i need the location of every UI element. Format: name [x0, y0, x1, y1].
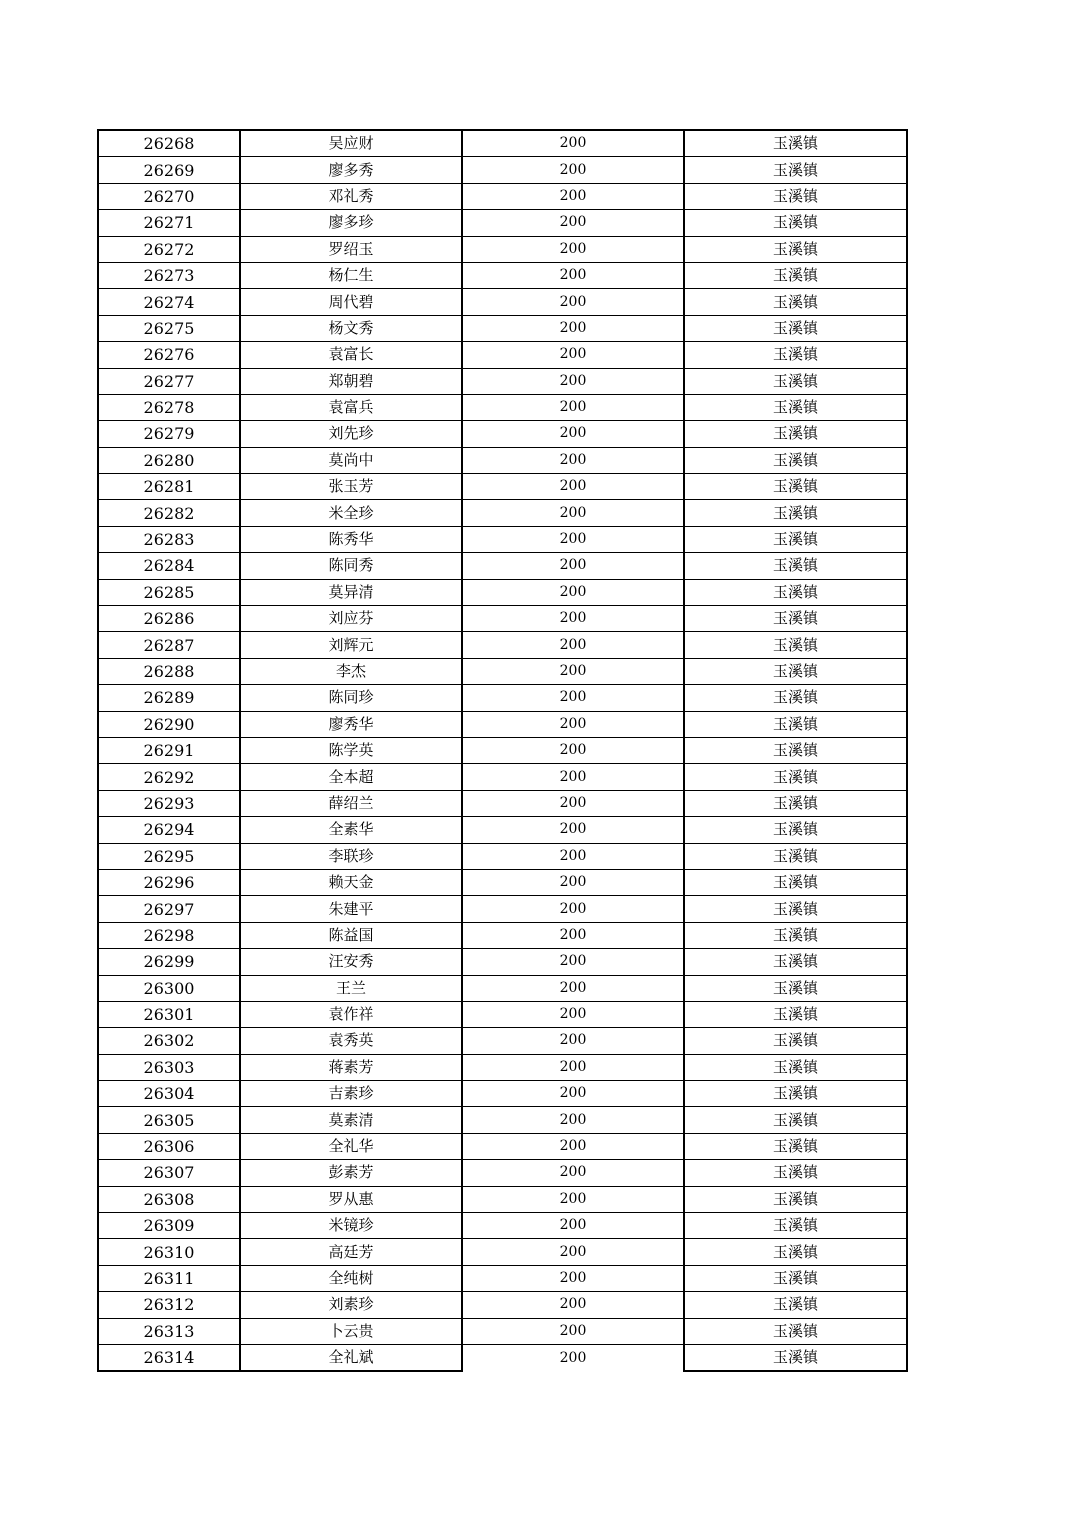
- amount-cell: 200: [462, 421, 684, 447]
- roster-table: [97, 129, 908, 1372]
- serial-number-cell: 26301: [98, 1001, 240, 1027]
- person-name-cell: 薛绍兰: [240, 790, 462, 816]
- person-name-cell: 罗绍玉: [240, 236, 462, 262]
- town-cell: 玉溪镇: [684, 711, 907, 737]
- town-cell: 玉溪镇: [684, 474, 907, 500]
- town-cell: 玉溪镇: [684, 579, 907, 605]
- person-name-cell: 全礼斌: [240, 1344, 462, 1371]
- table-row: [98, 289, 907, 315]
- table-row: [98, 1265, 907, 1291]
- town-cell: 玉溪镇: [684, 737, 907, 763]
- serial-number-cell: 26291: [98, 737, 240, 763]
- town-cell: 玉溪镇: [684, 289, 907, 315]
- person-name-cell: 廖秀华: [240, 711, 462, 737]
- person-name-cell: 吉素珍: [240, 1081, 462, 1107]
- town-cell: 玉溪镇: [684, 342, 907, 368]
- serial-number-cell: 26289: [98, 685, 240, 711]
- person-name-cell: 莫异清: [240, 579, 462, 605]
- town-cell: 玉溪镇: [684, 1160, 907, 1186]
- amount-cell: 200: [462, 579, 684, 605]
- serial-number-cell: 26269: [98, 157, 240, 183]
- serial-number-cell: 26292: [98, 764, 240, 790]
- amount-cell: 200: [462, 658, 684, 684]
- serial-number-cell: 26276: [98, 342, 240, 368]
- amount-cell: 200: [462, 130, 684, 157]
- amount-cell: 200: [462, 606, 684, 632]
- town-cell: 玉溪镇: [684, 183, 907, 209]
- amount-cell: 200: [462, 764, 684, 790]
- serial-number-cell: 26270: [98, 183, 240, 209]
- amount-cell: 200: [462, 869, 684, 895]
- town-cell: 玉溪镇: [684, 1133, 907, 1159]
- town-cell: 玉溪镇: [684, 949, 907, 975]
- town-cell: 玉溪镇: [684, 790, 907, 816]
- serial-number-cell: 26296: [98, 869, 240, 895]
- table-row: [98, 500, 907, 526]
- town-cell: 玉溪镇: [684, 922, 907, 948]
- table-row: [98, 1239, 907, 1265]
- person-name-cell: 袁秀英: [240, 1028, 462, 1054]
- serial-number-cell: 26277: [98, 368, 240, 394]
- town-cell: 玉溪镇: [684, 1318, 907, 1344]
- table-row: [98, 1001, 907, 1027]
- amount-cell: 200: [462, 896, 684, 922]
- amount-cell: 200: [462, 1318, 684, 1344]
- table-row: [98, 262, 907, 288]
- town-cell: 玉溪镇: [684, 526, 907, 552]
- town-cell: 玉溪镇: [684, 262, 907, 288]
- serial-number-cell: 26272: [98, 236, 240, 262]
- person-name-cell: 朱建平: [240, 896, 462, 922]
- person-name-cell: 邓礼秀: [240, 183, 462, 209]
- serial-number-cell: 26271: [98, 210, 240, 236]
- town-cell: 玉溪镇: [684, 236, 907, 262]
- table-row: [98, 869, 907, 895]
- serial-number-cell: 26299: [98, 949, 240, 975]
- serial-number-cell: 26307: [98, 1160, 240, 1186]
- table-row: [98, 606, 907, 632]
- amount-cell: 200: [462, 315, 684, 341]
- table-row: [98, 130, 907, 157]
- amount-cell: 200: [462, 289, 684, 315]
- serial-number-cell: 26313: [98, 1318, 240, 1344]
- amount-cell: 200: [462, 368, 684, 394]
- person-name-cell: 陈益国: [240, 922, 462, 948]
- person-name-cell: 李杰: [240, 658, 462, 684]
- person-name-cell: 王兰: [240, 975, 462, 1001]
- person-name-cell: 陈秀华: [240, 526, 462, 552]
- table-row: [98, 632, 907, 658]
- table-row: [98, 579, 907, 605]
- town-cell: 玉溪镇: [684, 394, 907, 420]
- person-name-cell: 米全珍: [240, 500, 462, 526]
- table-row: [98, 394, 907, 420]
- town-cell: 玉溪镇: [684, 1107, 907, 1133]
- person-name-cell: 陈学英: [240, 737, 462, 763]
- person-name-cell: 杨仁生: [240, 262, 462, 288]
- table-row: [98, 1344, 907, 1371]
- person-name-cell: 全本超: [240, 764, 462, 790]
- town-cell: 玉溪镇: [684, 553, 907, 579]
- person-name-cell: 刘先珍: [240, 421, 462, 447]
- amount-cell: 200: [462, 500, 684, 526]
- person-name-cell: 赖天金: [240, 869, 462, 895]
- amount-cell: 200: [462, 1344, 684, 1371]
- amount-cell: 200: [462, 1001, 684, 1027]
- town-cell: 玉溪镇: [684, 764, 907, 790]
- person-name-cell: 袁作祥: [240, 1001, 462, 1027]
- serial-number-cell: 26306: [98, 1133, 240, 1159]
- amount-cell: 200: [462, 975, 684, 1001]
- person-name-cell: 米镜珍: [240, 1213, 462, 1239]
- amount-cell: 200: [462, 685, 684, 711]
- town-cell: 玉溪镇: [684, 421, 907, 447]
- amount-cell: 200: [462, 157, 684, 183]
- table-row: [98, 1107, 907, 1133]
- table-row: [98, 315, 907, 341]
- person-name-cell: 全礼华: [240, 1133, 462, 1159]
- serial-number-cell: 26297: [98, 896, 240, 922]
- person-name-cell: 廖多秀: [240, 157, 462, 183]
- table-row: [98, 1133, 907, 1159]
- table-row: [98, 210, 907, 236]
- table-row: [98, 421, 907, 447]
- serial-number-cell: 26309: [98, 1213, 240, 1239]
- serial-number-cell: 26302: [98, 1028, 240, 1054]
- table-row: [98, 183, 907, 209]
- serial-number-cell: 26288: [98, 658, 240, 684]
- amount-cell: 200: [462, 843, 684, 869]
- town-cell: 玉溪镇: [684, 658, 907, 684]
- amount-cell: 200: [462, 1186, 684, 1212]
- person-name-cell: 彭素芳: [240, 1160, 462, 1186]
- town-cell: 玉溪镇: [684, 1081, 907, 1107]
- table-row: [98, 922, 907, 948]
- table-row: [98, 342, 907, 368]
- person-name-cell: 杨文秀: [240, 315, 462, 341]
- amount-cell: 200: [462, 183, 684, 209]
- table-row: [98, 1160, 907, 1186]
- amount-cell: 200: [462, 210, 684, 236]
- person-name-cell: 陈同秀: [240, 553, 462, 579]
- table-row: [98, 1081, 907, 1107]
- table-row: [98, 526, 907, 552]
- serial-number-cell: 26268: [98, 130, 240, 157]
- serial-number-cell: 26283: [98, 526, 240, 552]
- table-row: [98, 790, 907, 816]
- serial-number-cell: 26290: [98, 711, 240, 737]
- amount-cell: 200: [462, 737, 684, 763]
- roster-table-body: [98, 130, 907, 1371]
- amount-cell: 200: [462, 790, 684, 816]
- serial-number-cell: 26287: [98, 632, 240, 658]
- town-cell: 玉溪镇: [684, 896, 907, 922]
- town-cell: 玉溪镇: [684, 685, 907, 711]
- serial-number-cell: 26273: [98, 262, 240, 288]
- amount-cell: 200: [462, 262, 684, 288]
- table-row: [98, 1213, 907, 1239]
- town-cell: 玉溪镇: [684, 1186, 907, 1212]
- table-row: [98, 658, 907, 684]
- person-name-cell: 蒋素芳: [240, 1054, 462, 1080]
- amount-cell: 200: [462, 949, 684, 975]
- person-name-cell: 张玉芳: [240, 474, 462, 500]
- person-name-cell: 周代碧: [240, 289, 462, 315]
- amount-cell: 200: [462, 1028, 684, 1054]
- person-name-cell: 李联珍: [240, 843, 462, 869]
- serial-number-cell: 26281: [98, 474, 240, 500]
- town-cell: 玉溪镇: [684, 1239, 907, 1265]
- town-cell: 玉溪镇: [684, 157, 907, 183]
- town-cell: 玉溪镇: [684, 817, 907, 843]
- amount-cell: 200: [462, 1054, 684, 1080]
- amount-cell: 200: [462, 1160, 684, 1186]
- amount-cell: 200: [462, 526, 684, 552]
- town-cell: 玉溪镇: [684, 315, 907, 341]
- serial-number-cell: 26279: [98, 421, 240, 447]
- table-row: [98, 737, 907, 763]
- town-cell: 玉溪镇: [684, 447, 907, 473]
- table-row: [98, 764, 907, 790]
- amount-cell: 200: [462, 1239, 684, 1265]
- town-cell: 玉溪镇: [684, 632, 907, 658]
- person-name-cell: 袁富长: [240, 342, 462, 368]
- amount-cell: 200: [462, 1292, 684, 1318]
- town-cell: 玉溪镇: [684, 1344, 907, 1371]
- table-row: [98, 896, 907, 922]
- table-row: [98, 949, 907, 975]
- person-name-cell: 刘素珍: [240, 1292, 462, 1318]
- person-name-cell: 莫尚中: [240, 447, 462, 473]
- town-cell: 玉溪镇: [684, 130, 907, 157]
- table-row: [98, 1318, 907, 1344]
- amount-cell: 200: [462, 1213, 684, 1239]
- serial-number-cell: 26280: [98, 447, 240, 473]
- amount-cell: 200: [462, 817, 684, 843]
- serial-number-cell: 26286: [98, 606, 240, 632]
- town-cell: 玉溪镇: [684, 869, 907, 895]
- serial-number-cell: 26314: [98, 1344, 240, 1371]
- serial-number-cell: 26312: [98, 1292, 240, 1318]
- town-cell: 玉溪镇: [684, 1265, 907, 1291]
- person-name-cell: 罗从惠: [240, 1186, 462, 1212]
- amount-cell: 200: [462, 711, 684, 737]
- table-row: [98, 157, 907, 183]
- amount-cell: 200: [462, 1133, 684, 1159]
- serial-number-cell: 26295: [98, 843, 240, 869]
- amount-cell: 200: [462, 1107, 684, 1133]
- table-row: [98, 1186, 907, 1212]
- town-cell: 玉溪镇: [684, 606, 907, 632]
- amount-cell: 200: [462, 394, 684, 420]
- table-row: [98, 1054, 907, 1080]
- serial-number-cell: 26300: [98, 975, 240, 1001]
- person-name-cell: 高廷芳: [240, 1239, 462, 1265]
- amount-cell: 200: [462, 447, 684, 473]
- serial-number-cell: 26294: [98, 817, 240, 843]
- table-row: [98, 817, 907, 843]
- person-name-cell: 刘应芬: [240, 606, 462, 632]
- serial-number-cell: 26304: [98, 1081, 240, 1107]
- serial-number-cell: 26298: [98, 922, 240, 948]
- person-name-cell: 廖多珍: [240, 210, 462, 236]
- table-row: [98, 843, 907, 869]
- amount-cell: 200: [462, 236, 684, 262]
- serial-number-cell: 26275: [98, 315, 240, 341]
- town-cell: 玉溪镇: [684, 210, 907, 236]
- serial-number-cell: 26303: [98, 1054, 240, 1080]
- amount-cell: 200: [462, 632, 684, 658]
- table-row: [98, 553, 907, 579]
- amount-cell: 200: [462, 922, 684, 948]
- person-name-cell: 吴应财: [240, 130, 462, 157]
- person-name-cell: 郑朝碧: [240, 368, 462, 394]
- amount-cell: 200: [462, 553, 684, 579]
- town-cell: 玉溪镇: [684, 1213, 907, 1239]
- serial-number-cell: 26284: [98, 553, 240, 579]
- town-cell: 玉溪镇: [684, 975, 907, 1001]
- person-name-cell: 卜云贵: [240, 1318, 462, 1344]
- town-cell: 玉溪镇: [684, 1054, 907, 1080]
- serial-number-cell: 26311: [98, 1265, 240, 1291]
- town-cell: 玉溪镇: [684, 368, 907, 394]
- serial-number-cell: 26278: [98, 394, 240, 420]
- table-row: [98, 711, 907, 737]
- town-cell: 玉溪镇: [684, 843, 907, 869]
- serial-number-cell: 26305: [98, 1107, 240, 1133]
- table-row: [98, 685, 907, 711]
- amount-cell: 200: [462, 474, 684, 500]
- table-row: [98, 447, 907, 473]
- table-row: [98, 1292, 907, 1318]
- amount-cell: 200: [462, 1265, 684, 1291]
- table-row: [98, 975, 907, 1001]
- table-row: [98, 474, 907, 500]
- serial-number-cell: 26282: [98, 500, 240, 526]
- person-name-cell: 莫素清: [240, 1107, 462, 1133]
- person-name-cell: 汪安秀: [240, 949, 462, 975]
- serial-number-cell: 26285: [98, 579, 240, 605]
- serial-number-cell: 26293: [98, 790, 240, 816]
- amount-cell: 200: [462, 342, 684, 368]
- serial-number-cell: 26274: [98, 289, 240, 315]
- table-row: [98, 368, 907, 394]
- amount-cell: 200: [462, 1081, 684, 1107]
- town-cell: 玉溪镇: [684, 1292, 907, 1318]
- town-cell: 玉溪镇: [684, 1028, 907, 1054]
- table-row: [98, 1028, 907, 1054]
- person-name-cell: 全素华: [240, 817, 462, 843]
- person-name-cell: 全纯树: [240, 1265, 462, 1291]
- person-name-cell: 袁富兵: [240, 394, 462, 420]
- town-cell: 玉溪镇: [684, 500, 907, 526]
- person-name-cell: 刘辉元: [240, 632, 462, 658]
- person-name-cell: 陈同珍: [240, 685, 462, 711]
- town-cell: 玉溪镇: [684, 1001, 907, 1027]
- serial-number-cell: 26308: [98, 1186, 240, 1212]
- serial-number-cell: 26310: [98, 1239, 240, 1265]
- table-row: [98, 236, 907, 262]
